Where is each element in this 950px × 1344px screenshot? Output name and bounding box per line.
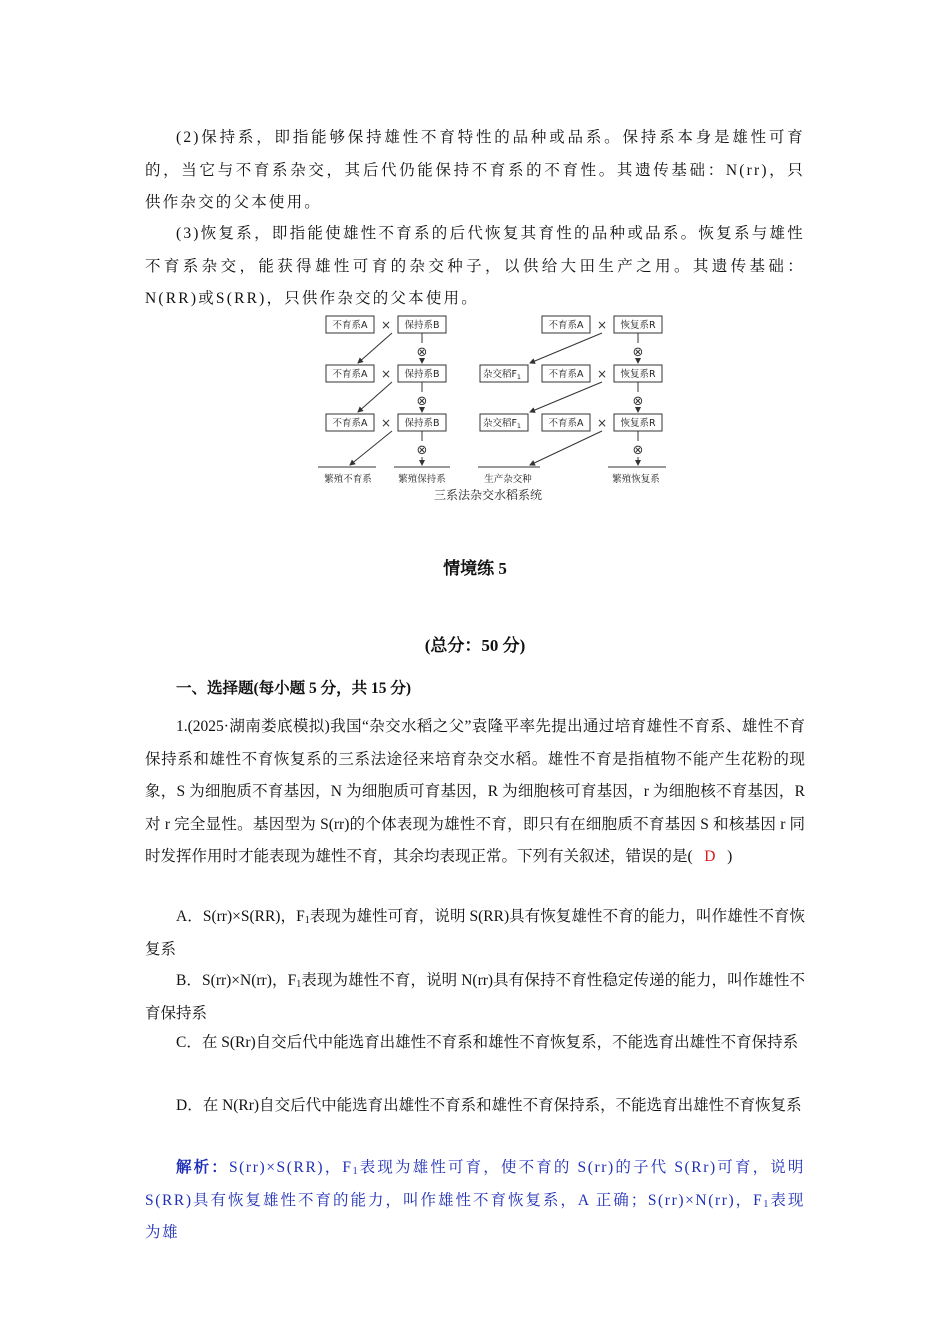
option-d: D．在 N(Rr)自交后代中能选育出雄性不育系和雄性不育保持系，不能选育出雄性不育恢复系: [176, 1097, 802, 1114]
diagram-label: 不育系A: [548, 320, 584, 331]
diagram-connector: [530, 382, 602, 412]
diagram-label: [404, 417, 439, 429]
diagram-label: ⊗: [632, 345, 644, 360]
paragraph-restorer-line: (3)恢复系，即指能使雄性不育系的后代恢复其育性的品种或品系。恢复系与雄性不育系杂交，能获得雄性可育的杂交种子，以供给大田生产之用。其遗传基础：N(RR)或S(RR)，只供作杂交的父本使用。: [145, 225, 805, 307]
diagram-label: ⊗: [416, 394, 428, 409]
diagram-label: ×: [596, 318, 608, 332]
diagram-label: ⊗: [632, 394, 644, 409]
diagram-label: [483, 417, 521, 430]
diagram-label: 繁殖恢复系: [612, 474, 660, 485]
diagram-label: [404, 368, 439, 380]
diagram-label: ×: [596, 367, 608, 381]
option-b: B．S(rr)×N(rr)，$F_1$表现为雄性不育，说明 N(rr)具有保持不育性稳定传递的能力，叫作雄性不育保持系: [145, 972, 806, 1022]
diagram-label: 1: [516, 422, 522, 430]
answer-letter: D: [704, 848, 716, 865]
question-stem: 1.(2025·湖南娄底模拟)我国“杂交水稻之父”袁隆平率先提出通过培育雄性不育系、雄性不育保持系和雄性不育恢复系的三系法途径来培育杂交水稻。雄性不育是指植物不能产生花粉的现象，S 为细胞质不育基因，N 为细胞质可育基因，R 为细胞核可育基因，r 为细胞核不育基因，R 对 r 完全显性。基因型为 S(rr)的个体表现为雄性不育，即只有在细胞质不育基因 S 和核基因 r 同时发挥作用时才能表现为雄性不育，其余均表现正常。下列有关叙述，错误的是( D ): [145, 718, 805, 865]
diagram-label: 1: [516, 373, 522, 381]
diagram-label: 恢复系R: [620, 418, 656, 429]
diagram-label: [549, 368, 585, 380]
diagram-label: 生产杂交种: [484, 474, 532, 485]
diagram-label: ⊗: [416, 345, 428, 360]
diagram-label: ⊗: [632, 443, 644, 458]
diagram-label: 不育系A: [548, 418, 584, 429]
diagram-label: [549, 417, 585, 429]
diagram-label: 保持系B: [404, 418, 440, 429]
diagram-connector: [350, 431, 392, 465]
diagram-label: ×: [380, 318, 392, 332]
diagram-label: ×: [380, 367, 392, 381]
diagram-connector: [530, 333, 602, 363]
page-title: 情境练 5: [443, 559, 507, 578]
diagram-label: [620, 368, 656, 380]
diagram-label: 保持系B: [404, 369, 440, 380]
diagram-label: 繁殖不育系: [324, 474, 372, 485]
diagram-connector: [530, 431, 602, 465]
diagram-label: 繁殖保持系: [398, 474, 446, 485]
diagram-label: 恢复系R: [620, 369, 656, 380]
diagram-caption: 三系法杂交水稻系统: [433, 488, 543, 502]
diagram-label: [404, 319, 439, 331]
option-c: C．在 S(Rr)自交后代中能选育出雄性不育系和雄性不育恢复系，不能选育出雄性不育保持系: [176, 1034, 799, 1051]
diagram-label: ×: [596, 416, 608, 430]
option-a: A．S(rr)×S(RR)，$F_1$表现为雄性可育，说明 S(RR)具有恢复雄性不育的能力，叫作雄性不育恢复系: [145, 908, 805, 958]
diagram-label: 恢复系R: [620, 320, 656, 331]
diagram-label: [620, 417, 656, 429]
diagram-label: ⊗: [416, 443, 428, 458]
diagram-label: ×: [380, 416, 392, 430]
diagram-label: 不育系A: [332, 418, 368, 429]
diagram-label: 保持系B: [404, 320, 440, 331]
diagram-label: 不育系A: [332, 320, 368, 331]
analysis: 解析：S(rr)×S(RR)，$F_1$表现为雄性可育，使不育的 S(rr)的子代 S(Rr)可育，说明 S(RR)具有恢复雄性不育的能力，叫作雄性不育恢复系，A 正确；S(rr)×N(rr)，$F_1$表现为雄: [145, 1159, 805, 1241]
diagram-label: [620, 319, 656, 331]
diagram-connector: [358, 333, 392, 363]
diagram-label: 不育系A: [548, 369, 584, 380]
diagram-label: [549, 319, 585, 331]
diagram-connector: [358, 382, 392, 412]
diagram-label: 不育系A: [332, 369, 368, 380]
diagram-label: 杂交稻F: [482, 369, 517, 380]
diagram-label: 杂交稻F: [482, 418, 517, 429]
diagram-label: [333, 417, 369, 429]
total-score: (总分：50 分): [424, 636, 526, 655]
paragraph-maintainer-line: (2)保持系，即指能够保持雄性不育特性的品种或品系。保持系本身是雄性可育的，当它与不育系杂交，其后代仍能保持不育系的不育性。其遗传基础：N(rr)，只供作杂交的父本使用。: [145, 129, 805, 211]
three-line-hybrid-rice-diagram: [318, 312, 678, 502]
diagram-label: [333, 319, 369, 331]
diagram-label: [483, 368, 521, 381]
section-heading: 一、选择题(每小题 5 分，共 15 分): [176, 680, 412, 697]
diagram-label: [333, 368, 369, 380]
